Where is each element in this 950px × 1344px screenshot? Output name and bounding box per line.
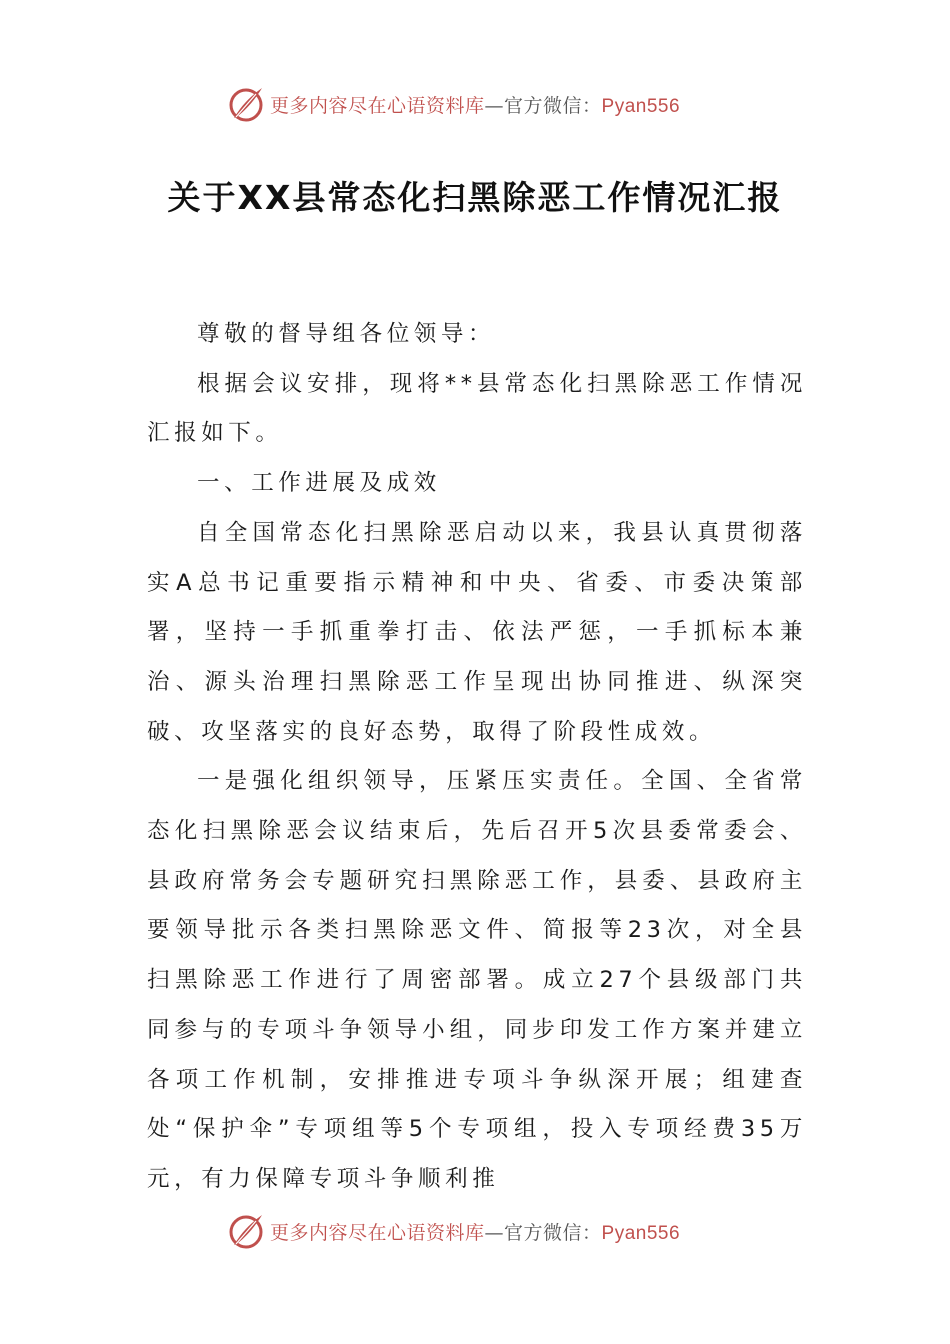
quill-pen-logo-icon [226, 84, 266, 124]
banner-wechat-id: Pyan556 [601, 1222, 681, 1244]
banner-text [270, 91, 680, 118]
banner-wechat-label: 官方微信： [504, 1221, 602, 1244]
banner-dash: — [484, 1221, 505, 1244]
banner-slogan: 更多内容尽在心语资料库 [270, 1221, 485, 1244]
banner-slogan: 更多内容尽在心语资料库 [270, 94, 485, 117]
intro-paragraph: 根据会议安排，现将**县常态化扫黑除恶工作情况汇报如下。 [147, 370, 807, 447]
document-body [147, 310, 807, 1205]
footer-banner [226, 1211, 680, 1251]
banner-wechat-id: Pyan556 [601, 95, 681, 117]
quill-pen-logo-icon [226, 1211, 266, 1251]
banner-wechat-label: 官方微信： [504, 94, 602, 117]
section-heading: 一、工作进展及成效 [197, 470, 441, 497]
document-title: 关于XX县常态化扫黑除恶工作情况汇报 [167, 178, 783, 217]
salutation: 尊敬的督导组各位领导： [197, 321, 496, 347]
body-paragraph: 一是强化组织领导，压紧压实责任。全国、全省常态化扫黑除恶会议结束后，先后召开5次县委常委会、县政府常务会专题研究扫黑除恶工作，县委、县政府主要领导批示各类扫黑除恶文件、简报等23次，对全县扫黑除恶工作进行了周密部署。成立27个县级部门共同参与的专项斗争领导小组，同步印发工作方案并建立各项工作机制，安排推进专项斗争纵深开展；组建查处“保护伞”专项组等5个专项组，投入专项经费35万元，有力保障专项斗争顺利推 [147, 768, 807, 1192]
body-paragraph: 自全国常态化扫黑除恶启动以来，我县认真贯彻落实A总书记重要指示精神和中央、省委、市委决策部署，坚持一手抓重拳打击、依法严惩，一手抓标本兼治、源头治理扫黑除恶工作呈现出协同推进、纵深突破、攻坚落实的良好态势，取得了阶段性成效。 [147, 519, 807, 745]
banner-dash: — [484, 94, 505, 117]
banner-text [270, 1218, 680, 1245]
header-banner [226, 84, 680, 124]
